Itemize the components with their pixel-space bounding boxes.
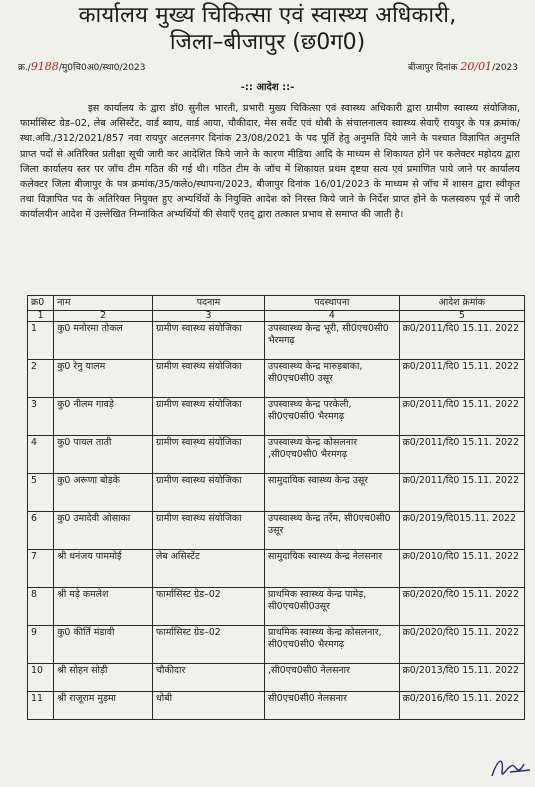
cell-sn: 3 <box>28 398 54 436</box>
cell-order: क्र0/2010/दि0 15.11. 2022 <box>399 550 524 588</box>
cell-order: क्र0/2011/दि0 15.11. 2022 <box>399 398 524 436</box>
cell-order: क्र0/2019/दि015.11. 2022 <box>399 512 524 550</box>
cell-sn: 2 <box>28 360 54 398</box>
order-paragraph: इस कार्यालय के द्वारा डॉ0 सुनील भारती, प्रभारी मुख्य चिकित्सा एवं स्वास्थ्य अधिकारी द्वारा ग्रामीण स्वास्थ्य संयोजिका, फार्मासिस्ट ग्रेड–02, लेब असिस्टेंट, वार्ड ब्वाय, वार्ड आया, चौकीदार, मेस सर्वेट एवं धोबी के संचालनालय स्वास्थ्य सेवाएँ रायपुर के पत्र क्रमांक/स्था.अवि./312/2021/857 नवा रायपुर अटलनगर दिनांक 23/08/2021 के पद पूर्ति हेतु अनुमति दिये जाने के पश्चात विज्ञापित अनुमति प्राप्त पदों से अतिरिक्त प्रतीक्षा सूची जारी कर आदेशित किये जाने के कारण मीडिया आदि के माध्यम से शिकायत होने पर कलेक्टर महोदय द्वारा जिला कार्यालय स्तर पर जॉच टीम गठित की गई थी। गठित टीम के जॉच में शिकायत प्रथम दृष्टया सत्य एवं प्रमाणित पाये जाने पर कार्यालय कलेक्टर जिला बीजापुर के पत्र क्रमांक/35/कलेo/स्थापना/2023, बीजापुर दिनांक 16/01/2023 के माध्यम से जॉच में शासन द्वारा स्वीकृत तथा विज्ञापित पद के अतिरिक्त नियुक्त हुए अभ्यर्थियों के नियुक्ति आदेश को निरस्त किये जाने के निर्देश प्राप्त होने के फलस्वरुप पूर्व में जारी कार्यालयीन आदेश में उल्लेखित निम्नांकित अभ्यर्थियों की सेवाएँ एतद् द्वारा तत्काल प्रभाव से समाप्त की जाती है। <box>20 103 520 221</box>
reference-line <box>18 60 528 74</box>
table-row <box>28 588 525 626</box>
table-row <box>28 398 525 436</box>
cell-name: कु0 नीलम गावड़े <box>54 398 153 436</box>
cell-name: श्री मड़े कमलेश <box>54 588 153 626</box>
cell-name: श्री धनंजय पाममोई <box>54 550 153 588</box>
cell-posting: उपस्वास्थ्य केन्द्र मारुड़बाका, सी0एच0सी0 उसूर <box>265 360 400 398</box>
cell-sn: 4 <box>28 436 54 474</box>
cell-name: कु0 उमादेवी ओसाका <box>54 512 153 550</box>
table-row <box>28 322 525 360</box>
cell-post: ग्रामीण स्वास्थ्य संयोजिका <box>153 360 265 398</box>
cell-posting: ,सी0एच0सी0 नेलसनार <box>265 664 400 692</box>
cell-order: क्र0/2020/दि0 15.11. 2022 <box>399 626 524 664</box>
cell-posting: सामुदायिक स्वास्थ्य केन्द्र उसूर <box>265 474 400 512</box>
cell-name: कु0 मनोरमा तोकल <box>54 322 153 360</box>
order-title: -:: आदेश ::- <box>240 82 295 93</box>
cell-order: क्र0/2016/दि0 15.11. 2022 <box>399 692 524 720</box>
place-date: बीजापुर दिनांक 20/01/2023 <box>408 60 518 73</box>
cell-sn: 7 <box>28 550 54 588</box>
table-row <box>28 436 525 474</box>
header-name: नाम <box>54 296 153 311</box>
table-row <box>28 474 525 512</box>
cell-posting: उपस्वास्थ्य केन्द्र भूरी, सी0एच0सी0 भैरमगढ़ <box>265 322 400 360</box>
order-body <box>20 101 520 223</box>
table-row <box>28 692 525 720</box>
cell-post: ग्रामीण स्वास्थ्य संयोजिका <box>153 322 265 360</box>
table-row <box>28 512 525 550</box>
header-posting: पदस्थापना <box>265 296 400 311</box>
cell-name: श्री सोहन सोड़ी <box>54 664 153 692</box>
handwritten-date: 20/01 <box>460 60 493 73</box>
cell-order: क्र0/2020/दि0 15.11. 2022 <box>399 588 524 626</box>
cell-order: क्र0/2013/दि0 15.11. 2022 <box>399 664 524 692</box>
cell-post: ग्रामीण स्वास्थ्य संयोजिका <box>153 474 265 512</box>
table-row <box>28 626 525 664</box>
cell-posting: प्राथमिक स्वास्थ्य केन्द्र कोसलनार, सी0एच0सी0 भैरमगढ़ <box>265 626 400 664</box>
cell-posting: उपस्वास्थ्य केन्द्र परकेली, सी0एच0सी0 भैरमगढ़ <box>265 398 400 436</box>
cell-name: कु0 अरूणा बोड़के <box>54 474 153 512</box>
reference-number: क्र./9188/मु0चि0अ0/स्था0/2023 <box>18 60 146 73</box>
cell-sn: 8 <box>28 588 54 626</box>
district-name: जिला–बीजापुर (छ0ग0) <box>169 30 366 55</box>
cell-posting: प्राथमिक स्वास्थ्य केन्द्र पामेड़, सी0एच0सी0उसूर <box>265 588 400 626</box>
cell-post: ग्रामीण स्वास्थ्य संयोजिका <box>153 436 265 474</box>
cell-posting: सी0एच0सी0 नेलसनार <box>265 692 400 720</box>
cell-name: कु0 कीर्ति मंडावी <box>54 626 153 664</box>
office-header <box>0 2 535 56</box>
termination-table <box>27 295 525 720</box>
cell-post: फार्मासिस्ट ग्रेड–02 <box>153 588 265 626</box>
column-number-row: 1 2 3 4 5 <box>28 311 525 322</box>
cell-post: लेब असिस्टेंट <box>153 550 265 588</box>
table-row <box>28 550 525 588</box>
cell-post: ग्रामीण स्वास्थ्य संयोजिका <box>153 512 265 550</box>
signature <box>488 752 533 784</box>
cell-order: क्र0/2011/दि0 15.11. 2022 <box>399 360 524 398</box>
cell-sn: 10 <box>28 664 54 692</box>
cell-sn: 11 <box>28 692 54 720</box>
header-order: आदेश क्रमांक <box>399 296 524 311</box>
cell-post: धोबी <box>153 692 265 720</box>
cell-posting: सामुदायिक स्वास्थ्य केन्द्र नेलसनार <box>265 550 400 588</box>
table-header-row <box>28 296 525 311</box>
cell-name: कु0 रेनु यालम <box>54 360 153 398</box>
cell-sn: 1 <box>28 322 54 360</box>
cell-posting: उपस्वास्थ्य केन्द्र तर्रेम, सी0एच0सी0 उसूर <box>265 512 400 550</box>
header-sn: क्र0 <box>28 296 54 311</box>
cell-sn: 5 <box>28 474 54 512</box>
cell-sn: 6 <box>28 512 54 550</box>
cell-order: क्र0/2011/दि0 15.11. 2022 <box>399 436 524 474</box>
cell-order: क्र0/2011/दि0 15.11. 2022 <box>399 474 524 512</box>
handwritten-ref-number: 9188 <box>30 60 59 73</box>
header-post: पदनाम <box>153 296 265 311</box>
cell-post: फार्मासिस्ट ग्रेड–02 <box>153 626 265 664</box>
cell-name: कु0 पायल ताती <box>54 436 153 474</box>
office-name: कार्यालय मुख्य चिकित्सा एवं स्वास्थ्य अधिकारी, <box>78 3 457 28</box>
table-row <box>28 360 525 398</box>
cell-sn: 9 <box>28 626 54 664</box>
cell-post: चौकीदार <box>153 664 265 692</box>
cell-name: श्री राजूराम मुड़मा <box>54 692 153 720</box>
table-row <box>28 664 525 692</box>
cell-order: क्र0/2011/दि0 15.11. 2022 <box>399 322 524 360</box>
cell-post: ग्रामीण स्वास्थ्य संयोजिका <box>153 398 265 436</box>
cell-posting: उपस्वास्थ्य केन्द्र कोसलनार ,सी0एच0सी0 भैरमगढ़ <box>265 436 400 474</box>
